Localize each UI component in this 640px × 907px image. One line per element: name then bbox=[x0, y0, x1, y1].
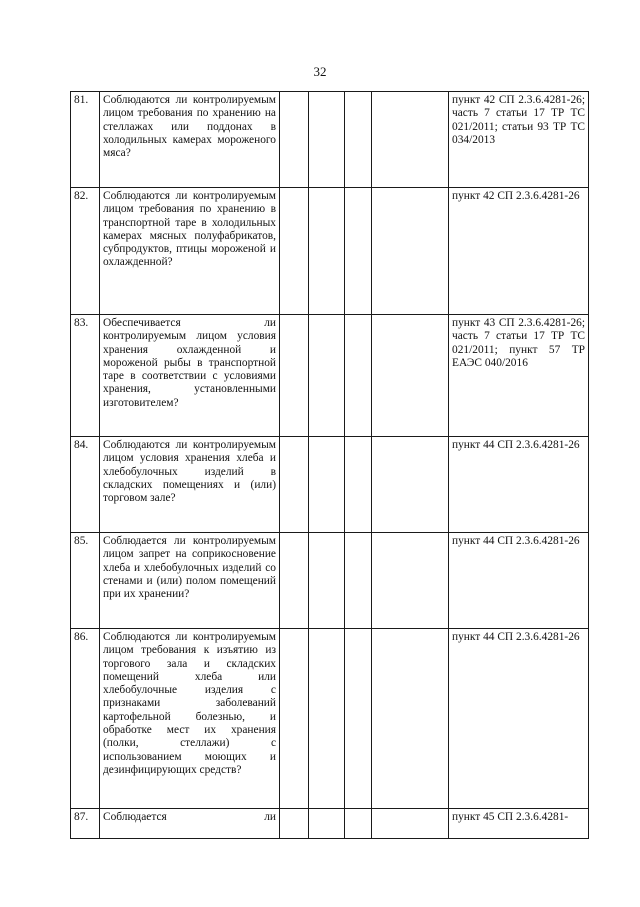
note-cell[interactable] bbox=[372, 533, 449, 629]
answer-no-cell[interactable] bbox=[309, 629, 345, 809]
answer-no-cell[interactable] bbox=[309, 809, 345, 839]
answer-na-cell[interactable] bbox=[345, 92, 372, 188]
reference-cell: пункт 45 СП 2.3.6.4281- bbox=[449, 809, 589, 839]
answer-na-cell[interactable] bbox=[345, 809, 372, 839]
question-cell: Соблюдаются ли контролируемым лицом условия хранения хлеба и хлебобулочных изделий в складских помещениях и (или) торговом зале? bbox=[100, 437, 280, 533]
answer-no-cell[interactable] bbox=[309, 315, 345, 437]
answer-na-cell[interactable] bbox=[345, 188, 372, 315]
answer-no-cell[interactable] bbox=[309, 533, 345, 629]
page-number: 32 bbox=[313, 64, 327, 79]
question-cell: Соблюдаются ли контролируемым лицом требования по хранению в транспортной таре в холодильных камерах мясных полуфабрикатов, субпродуктов, птицы мороженой и охлажденной? bbox=[100, 188, 280, 315]
question-cell: Соблюдается ли контролируемым лицом запрет на соприкосновение хлеба и хлебобулочных изделий со стенами и (или) полом помещений при их хранении? bbox=[100, 533, 280, 629]
question-cell: Соблюдаются ли контролируемым лицом требования к изъятию из торгового зала и складских помещений хлеба или хлебобулочные изделия с признаками заболеваний картофельной болезнью, и обработке мест их хранения (полки, стеллажи) с использованием моющих и дезинфицирующих средств? bbox=[100, 629, 280, 809]
question-cell: Соблюдаются ли контролируемым лицом требования по хранению на стеллажах или поддонах в холодильных камерах мороженого мяса? bbox=[100, 92, 280, 188]
answer-no-cell[interactable] bbox=[309, 437, 345, 533]
answer-yes-cell[interactable] bbox=[280, 188, 309, 315]
reference-cell: пункт 44 СП 2.3.6.4281-26 bbox=[449, 629, 589, 809]
answer-yes-cell[interactable] bbox=[280, 629, 309, 809]
question-cell: Обеспечивается ли контролируемым лицом условия хранения охлажденной и мороженой рыбы в транспортной таре в соответствии с условиями хранения, установленными изготовителем? bbox=[100, 315, 280, 437]
table-row bbox=[71, 533, 589, 629]
answer-na-cell[interactable] bbox=[345, 437, 372, 533]
note-cell[interactable] bbox=[372, 809, 449, 839]
note-cell[interactable] bbox=[372, 629, 449, 809]
answer-no-cell[interactable] bbox=[309, 188, 345, 315]
answer-yes-cell[interactable] bbox=[280, 809, 309, 839]
answer-yes-cell[interactable] bbox=[280, 315, 309, 437]
answer-yes-cell[interactable] bbox=[280, 437, 309, 533]
reference-cell: пункт 44 СП 2.3.6.4281-26 bbox=[449, 437, 589, 533]
note-cell[interactable] bbox=[372, 315, 449, 437]
reference-cell: пункт 42 СП 2.3.6.4281-26 bbox=[449, 188, 589, 315]
row-number: 87. bbox=[71, 809, 100, 839]
note-cell[interactable] bbox=[372, 92, 449, 188]
row-number: 86. bbox=[71, 629, 100, 809]
table-row bbox=[71, 92, 589, 188]
row-number: 85. bbox=[71, 533, 100, 629]
answer-na-cell[interactable] bbox=[345, 533, 372, 629]
table-row bbox=[71, 188, 589, 315]
reference-cell: пункт 44 СП 2.3.6.4281-26 bbox=[449, 533, 589, 629]
table-row bbox=[71, 809, 589, 839]
reference-cell: пункт 42 СП 2.3.6.4281-26; часть 7 статьи 17 ТР ТС 021/2011; статьи 93 ТР ТС 034/2013 bbox=[449, 92, 589, 188]
question-cell: Соблюдается ли bbox=[100, 809, 280, 839]
answer-na-cell[interactable] bbox=[345, 315, 372, 437]
answer-na-cell[interactable] bbox=[345, 629, 372, 809]
row-number: 82. bbox=[71, 188, 100, 315]
table-row bbox=[71, 315, 589, 437]
table-row bbox=[71, 437, 589, 533]
answer-yes-cell[interactable] bbox=[280, 92, 309, 188]
row-number: 84. bbox=[71, 437, 100, 533]
note-cell[interactable] bbox=[372, 437, 449, 533]
note-cell[interactable] bbox=[372, 188, 449, 315]
row-number: 81. bbox=[71, 92, 100, 188]
table-row bbox=[71, 629, 589, 809]
row-number: 83. bbox=[71, 315, 100, 437]
checklist-table bbox=[70, 91, 589, 839]
reference-cell: пункт 43 СП 2.3.6.4281-26; часть 7 статьи 17 ТР ТС 021/2011; пункт 57 ТР ЕАЭС 040/2016 bbox=[449, 315, 589, 437]
answer-yes-cell[interactable] bbox=[280, 533, 309, 629]
answer-no-cell[interactable] bbox=[309, 92, 345, 188]
